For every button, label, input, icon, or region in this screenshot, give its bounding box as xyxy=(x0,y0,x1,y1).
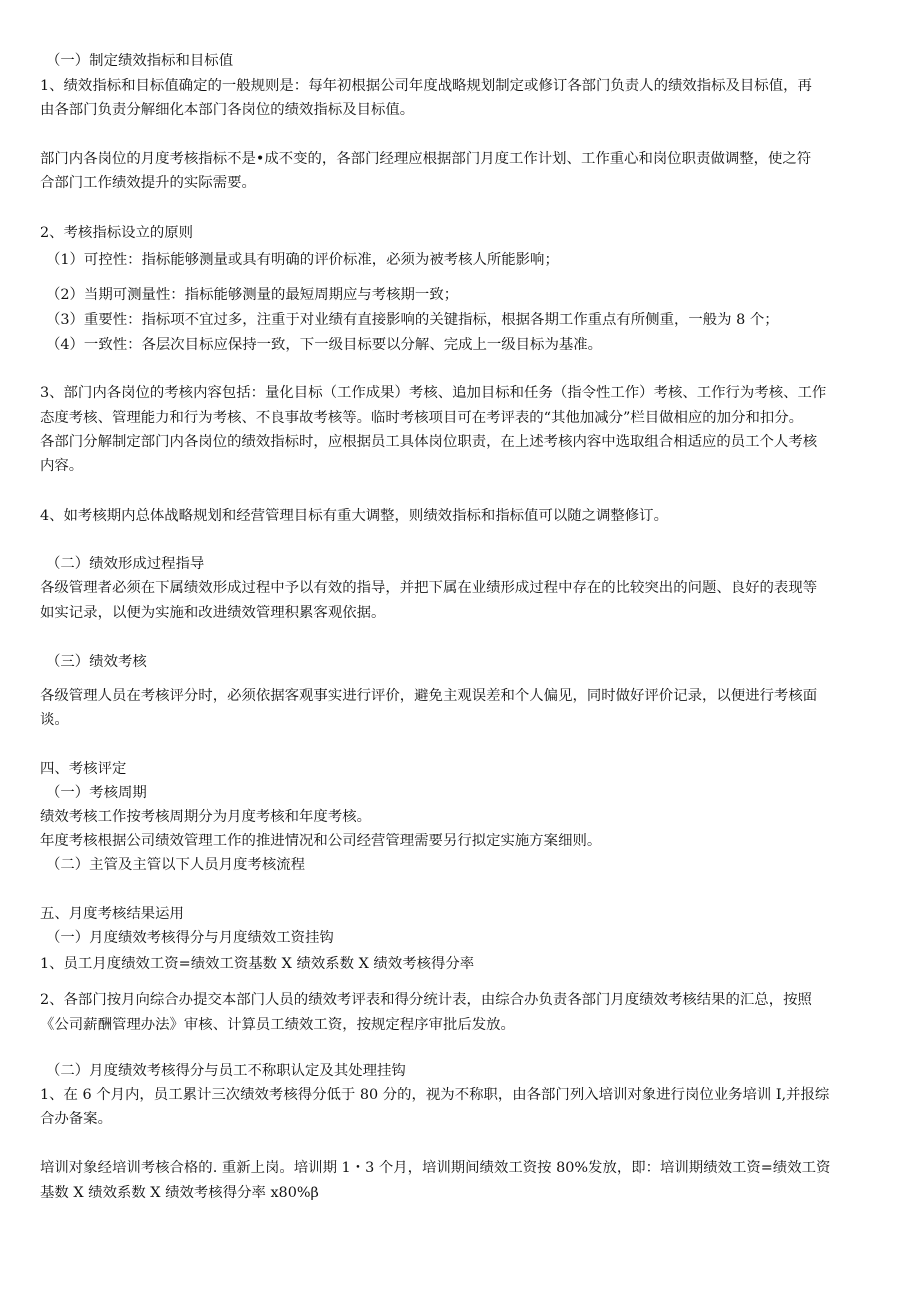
paragraph-line: 态度考核、管理能力和行为考核、不良事故考核等。临时考核项目可在考评表的“其他加减分”栏目做相应的加分和扣分。 xyxy=(40,410,804,426)
list-item: （4）一致性：各层次目标应保持一致，下一级目标要以分解、完成上一级目标为基准。 xyxy=(46,337,603,353)
list-item: （1）可控性：指标能够测量或具有明确的评价标准，必须为被考核人所能影响； xyxy=(46,252,559,268)
section-heading: （一）月度绩效考核得分与月度绩效工资挂钩 xyxy=(46,930,334,946)
paragraph-line: 如实记录，以便为实施和改进绩效管理积累客观依据。 xyxy=(40,605,386,621)
paragraph-line: 各级管理者必须在下属绩效形成过程中予以有效的指导，并把下属在业绩形成过程中存在的比较突出的问题、良好的表现等 xyxy=(40,580,818,596)
list-item: （3）重要性：指标项不宜过多，注重于对业绩有直接影响的关键指标，根据各期工作重点有所侧重，一般为 8 个； xyxy=(46,312,779,328)
paragraph-line: 年度考核根据公司绩效管理工作的推进情况和公司经营管理需要另行拟定实施方案细则。 xyxy=(40,833,602,849)
paragraph-line: 基数 X 绩效系数 X 绩效考核得分率 x80%β xyxy=(40,1185,319,1201)
list-item: （2）当期可测量性：指标能够测量的最短周期应与考核期一致； xyxy=(46,287,459,303)
section-heading: （二）主管及主管以下人员月度考核流程 xyxy=(46,857,306,873)
paragraph-line: 内容。 xyxy=(40,458,84,474)
section-heading: （二）绩效形成过程指导 xyxy=(46,556,205,572)
paragraph-line: 2、各部门按月向综合办提交本部门人员的绩效考评表和得分统计表，由综合办负责各部门月度绩效考核结果的汇总，按照 xyxy=(40,992,812,1008)
paragraph-line: 由各部门负责分解细化本部门各岗位的绩效指标及目标值。 xyxy=(40,102,415,118)
paragraph-line: 合部门工作绩效提升的实际需要。 xyxy=(40,175,256,191)
section-heading: （一）制定绩效指标和目标值 xyxy=(46,53,234,69)
paragraph-line: 各部门分解制定部门内各岗位的绩效指标时，应根据员工具体岗位职责，在上述考核内容中选取组合相适应的员工个人考核 xyxy=(40,434,818,450)
paragraph-line: 《公司薪酬管理办法》审核、计算员工绩效工资，按规定程序审批后发放。 xyxy=(40,1017,515,1033)
paragraph-line: 1、在 6 个月内，员工累计三次绩效考核得分低于 80 分的，视为不称职，由各部门列入培训对象进行岗位业务培训 I,并报综 xyxy=(40,1087,830,1103)
paragraph-line: 合办备案。 xyxy=(40,1111,112,1127)
paragraph-line: 谈。 xyxy=(40,712,69,728)
paragraph-line: 3、部门内各岗位的考核内容包括：量化目标（工作成果）考核、追加目标和任务（指令性工作）考核、工作行为考核、工作 xyxy=(40,385,827,401)
section-heading: （一）考核周期 xyxy=(46,785,147,801)
paragraph-line: 1、绩效指标和目标值确定的一般规则是：每年初根据公司年度战略规划制定或修订各部门负责人的绩效指标及目标值，再 xyxy=(40,78,812,94)
paragraph-line: 4、如考核期内总体战略规划和经营管理目标有重大调整，则绩效指标和指标值可以随之调整修订。 xyxy=(40,508,668,524)
paragraph-line: 绩效考核工作按考核周期分为月度考核和年度考核。 xyxy=(40,809,371,825)
subsection-heading: 2、考核指标设立的原则 xyxy=(40,225,194,241)
chapter-heading: 五、月度考核结果运用 xyxy=(40,906,184,922)
section-heading: （三）绩效考核 xyxy=(46,654,147,670)
paragraph-line: 部门内各岗位的月度考核指标不是•成不变的，各部门经理应根据部门月度工作计划、工作重心和岗位职责做调整，使之符 xyxy=(40,151,812,167)
paragraph-line: 各级管理人员在考核评分时，必须依据客观事实进行评价，避免主观误差和个人偏见，同时做好评价记录，以便进行考核面 xyxy=(40,688,818,704)
section-heading: （二）月度绩效考核得分与员工不称职认定及其处理挂钩 xyxy=(46,1063,406,1079)
paragraph-line: 培训对象经培训考核合格的. 重新上岗。培训期 1・3 个月，培训期间绩效工资按 80%发放，即：培训期绩效工资=绩效工资 xyxy=(40,1160,831,1176)
chapter-heading: 四、考核评定 xyxy=(40,761,127,777)
paragraph-line: 1、员工月度绩效工资=绩效工资基数 X 绩效系数 X 绩效考核得分率 xyxy=(40,956,475,972)
